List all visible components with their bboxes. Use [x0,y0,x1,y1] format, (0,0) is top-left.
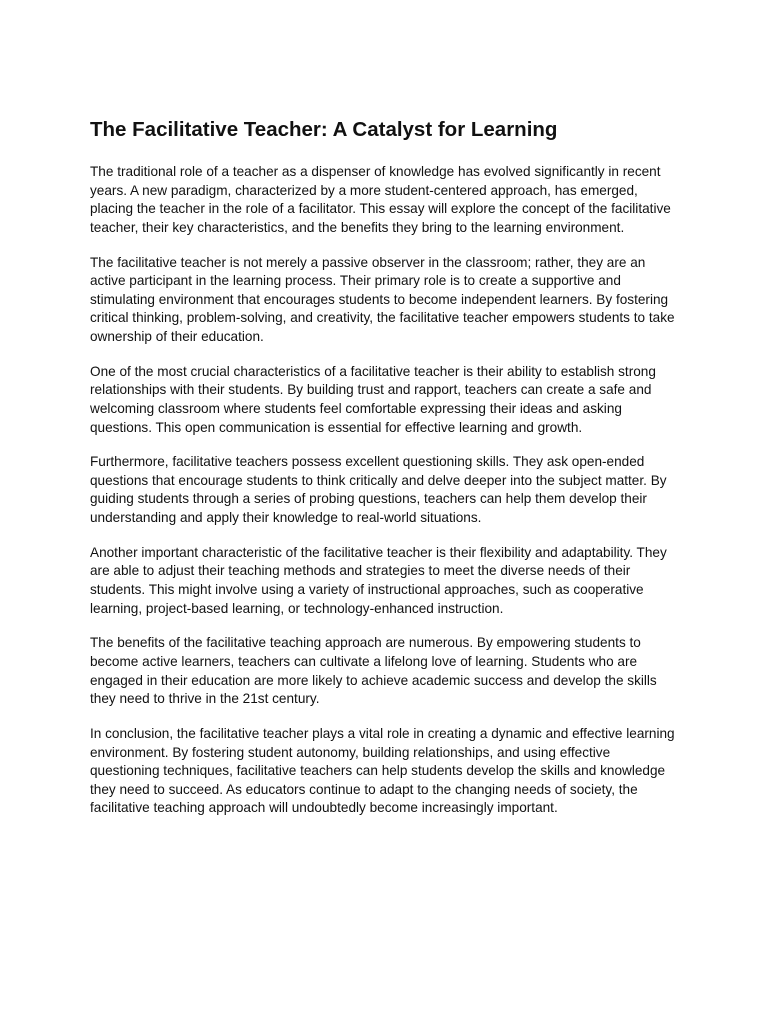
paragraph-active-participant: The facilitative teacher is not merely a passive observer in the classroom; rather, they are an active participant in the learning process. Their primary role is to create a supportive and stimulating environment that encourages students to become independent learners. By fostering critical thinking, problem-solving, and creativity, the facilitative teacher empowers students to take ownership of their education. [90,254,675,344]
paragraph-relationships: One of the most crucial characteristics of a facilitative teacher is their ability to establish strong relationships with their students. By building trust and rapport, teachers can create a safe and welcoming classroom where students feel comfortable expressing their ideas and asking questions. This open communication is essential for effective learning and growth. [90,363,656,435]
paragraph-conclusion: In conclusion, the facilitative teacher plays a vital role in creating a dynamic and effective learning environment. By fostering student autonomy, building relationships, and using effective questioning techniques, facilitative teachers can help students develop the skills and knowledge they need to succeed. As educators continue to adapt to the changing needs of society, the facilitative teaching approach will undoubtedly become increasingly important. [90,725,675,816]
paragraph-benefits: The benefits of the facilitative teaching approach are numerous. By empowering students to become active learners, teachers can cultivate a lifelong love of learning. Students who are engaged in their education are more likely to achieve academic success and develop the skills they need to thrive in the 21st century. [90,635,657,707]
paragraph-introduction: The traditional role of a teacher as a dispenser of knowledge has evolved significantly in recent years. A new paradigm, characterized by a more student-centered approach, has emerged, placing the teacher in the role of a facilitator. This essay will explore the concept of the facilitative teacher, their key characteristics, and the benefits they bring to the learning environment. [90,164,671,235]
document-title: The Facilitative Teacher: A Catalyst for Learning [90,118,558,141]
paragraph-flexibility: Another important characteristic of the facilitative teacher is their flexibility and adaptability. They are able to adjust their teaching methods and strategies to meet the diverse needs of their students. This might involve using a variety of instructional approaches, such as cooperative learning, project-based learning, or technology-enhanced instruction. [90,544,667,616]
paragraph-questioning-skills: Furthermore, facilitative teachers possess excellent questioning skills. They ask open-ended questions that encourage students to think critically and delve deeper into the subject matter. By guiding students through a series of probing questions, teachers can help them develop their understanding and apply their knowledge to real-world situations. [90,454,667,526]
